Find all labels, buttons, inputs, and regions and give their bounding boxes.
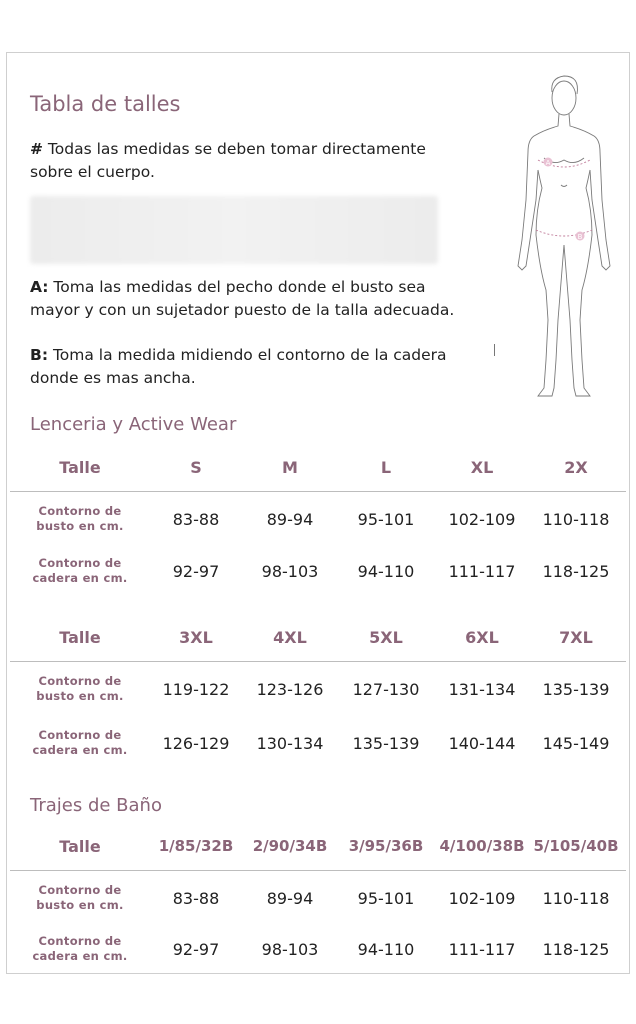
table-cell: 118-125 [542,561,610,581]
row-label-cadera: Contorno de cadera en cm. [32,556,128,585]
table-row [10,551,626,591]
note-a-key: A: [30,278,49,296]
intro-line-1: Todas las medidas se deben tomar directamente [43,140,426,158]
intro-hash: # [30,140,43,158]
table-cell: 89-94 [266,888,314,908]
table-row [10,499,626,539]
table3-divider [10,870,626,871]
size-col: 5/105/40B [533,837,619,855]
note-b-key: B: [30,346,49,364]
table-cell: 131-134 [448,679,516,699]
table-cell: 135-139 [352,733,420,753]
size-col: S [190,457,202,477]
figure-mark-b: B [577,232,583,241]
table-cell: 126-129 [162,733,230,753]
row-label-busto: Contorno de busto en cm. [36,883,124,912]
row-label-busto: Contorno de busto en cm. [36,504,124,533]
section-title-lingerie: Lenceria y Active Wear [30,414,237,435]
table-cell: 102-109 [448,888,516,908]
table1-divider [10,491,626,492]
table-cell: 130-134 [256,733,324,753]
table-row [10,878,626,918]
table2-header-label: Talle [59,627,101,647]
note-b [30,344,447,390]
table-cell: 123-126 [256,679,324,699]
table-cell: 83-88 [172,509,220,529]
table-row [10,929,626,969]
table-cell: 98-103 [261,561,319,581]
table-cell: 83-88 [172,888,220,908]
table-cell: 135-139 [542,679,610,699]
section-title-swimwear: Trajes de Baño [30,795,162,816]
table-cell: 127-130 [352,679,420,699]
size-col: 3XL [179,627,213,647]
table-row [10,723,626,763]
note-a [30,276,454,322]
table-cell: 119-122 [162,679,230,699]
size-col: 1/85/32B [158,837,234,855]
table-cell: 95-101 [357,888,415,908]
size-col: XL [470,457,494,477]
row-label-busto: Contorno de busto en cm. [36,674,124,703]
note-b-line-1: Toma la medida midiendo el contorno de la cadera [48,346,447,364]
size-col: L [380,457,392,477]
table-row [10,669,626,709]
note-a-line-1: Toma las medidas del pecho donde el busto sea [48,278,426,296]
row-label-cadera: Contorno de cadera en cm. [32,934,128,963]
table-cell: 94-110 [357,561,415,581]
size-col: 6XL [465,627,499,647]
table1-header [10,447,626,487]
table3-header [10,826,626,866]
note-b-line-2: donde es mas ancha. [30,369,196,387]
intro-line-2: sobre el cuerpo. [30,163,155,181]
figure-mark-a: A [545,158,551,167]
size-col: 2X [564,457,588,477]
table2-divider [10,661,626,662]
table-cell: 140-144 [448,733,516,753]
table-cell: 95-101 [357,509,415,529]
table-cell: 111-117 [448,939,516,959]
size-col: 7XL [559,627,593,647]
table-cell: 118-125 [542,939,610,959]
table-cell: 98-103 [261,939,319,959]
table-cell: 110-118 [542,888,610,908]
note-a-line-2: mayor y con un sujetador puesto de la talla adecuada. [30,301,455,319]
table-cell: 92-97 [172,561,220,581]
table-cell: 111-117 [448,561,516,581]
table3-header-label: Talle [59,836,101,856]
size-col: 2/90/34B [252,837,328,855]
size-col: 4/100/38B [439,837,525,855]
table-cell: 145-149 [542,733,610,753]
body-measure-figure [514,70,614,410]
size-col: 3/95/36B [348,837,424,855]
size-col: M [282,457,298,477]
table-cell: 102-109 [448,509,516,529]
row-label-cadera: Contorno de cadera en cm. [32,728,128,757]
intro-text [30,138,426,184]
size-col: 4XL [273,627,307,647]
page-title: Tabla de talles [30,92,181,116]
table-cell: 94-110 [357,939,415,959]
stray-mark [494,344,495,356]
table-cell: 92-97 [172,939,220,959]
table-cell: 110-118 [542,509,610,529]
size-col: 5XL [369,627,403,647]
table1-header-label: Talle [59,457,101,477]
table-cell: 89-94 [266,509,314,529]
table2-header [10,617,626,657]
blurred-text-block [30,196,438,264]
